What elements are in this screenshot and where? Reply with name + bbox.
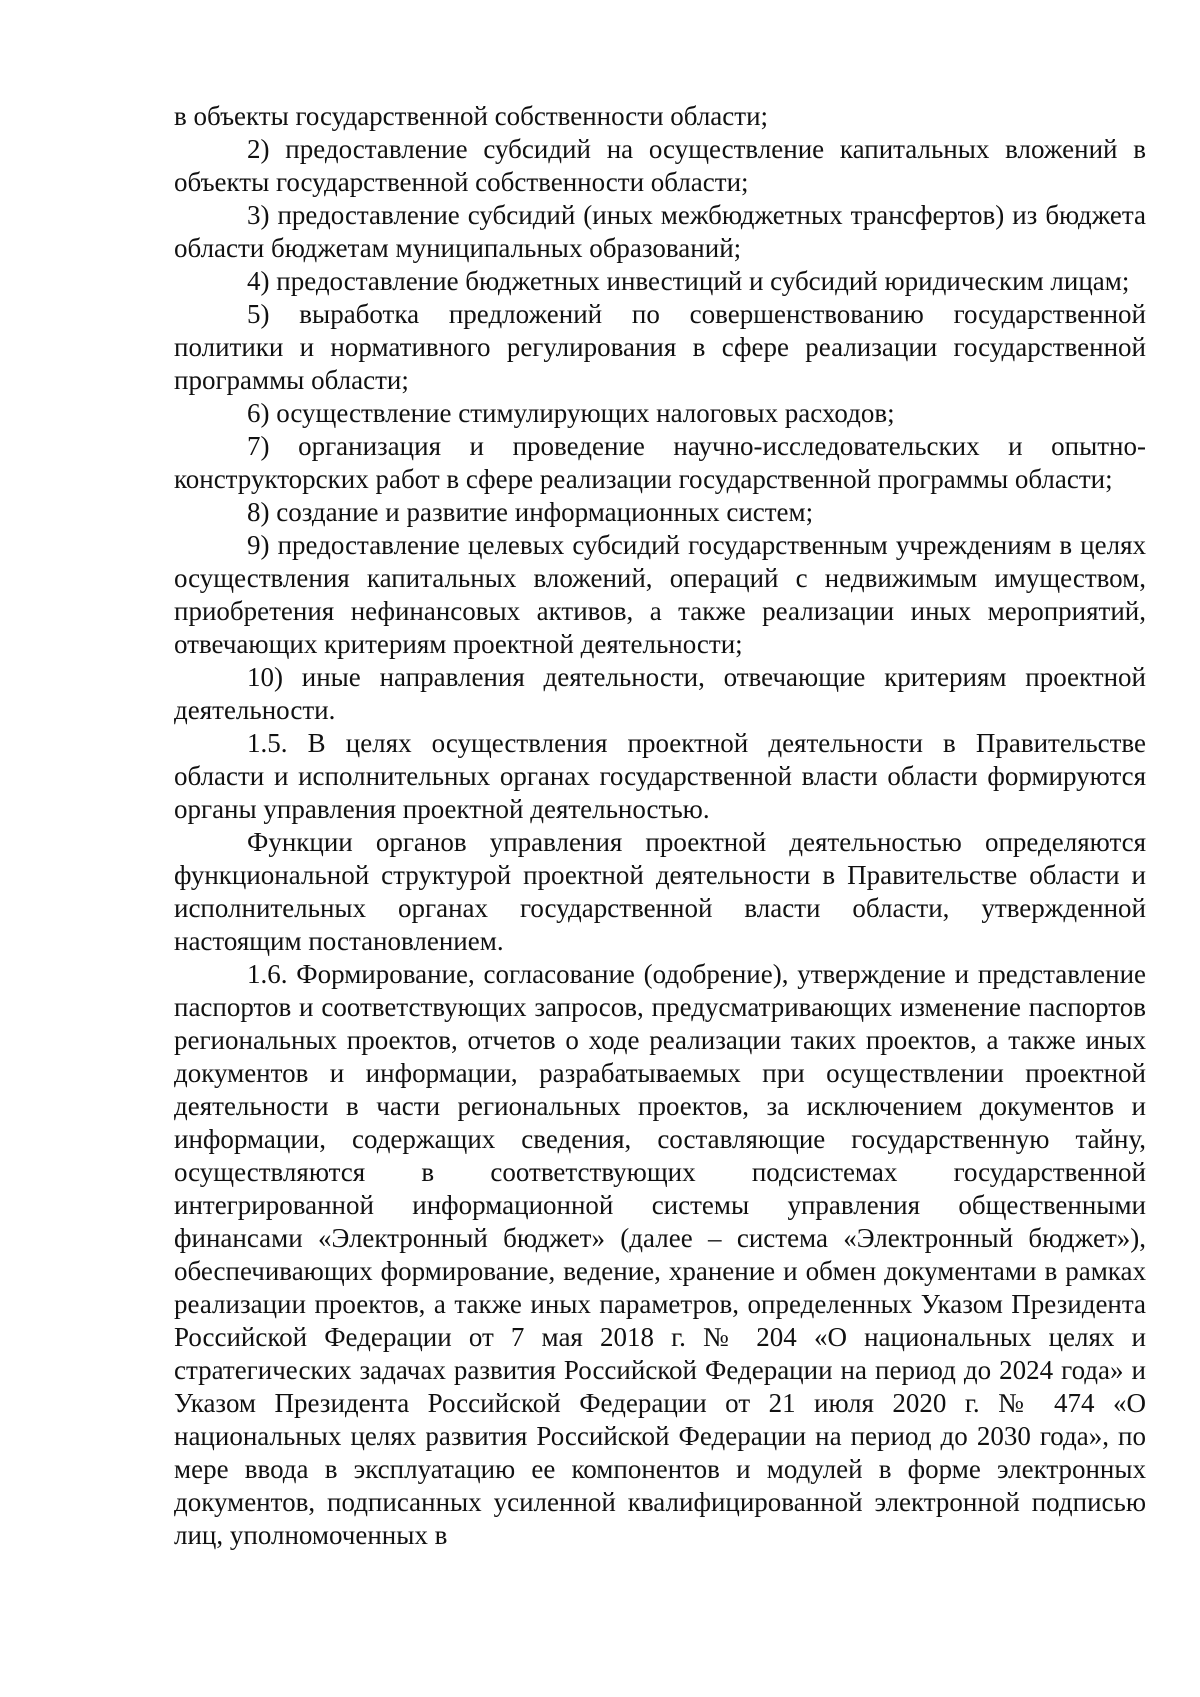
paragraph-item-5: 5) выработка предложений по совершенствованию государственной политики и нормативного регулирования в сфере реализации государственной программы области; xyxy=(174,299,1146,395)
paragraph-continuation: в объекты государственной собственности области; xyxy=(174,101,769,131)
paragraph-item-7: 7) организация и проведение научно-исследовательских и опытно-конструкторских работ в сфере реализации государственной программы области; xyxy=(174,431,1146,494)
paragraph-section-1-6: 1.6. Формирование, согласование (одобрение), утверждение и представление паспортов и соответствующих запросов, предусматривающих изменение паспортов региональных проектов, отчетов о ходе реализации таких проектов, а также иных документов и информации, разрабатываемых при осуществлении проектной деятельности в части региональных проектов, за исключением документов и информации, содержащих сведения, составляющие государственную тайну, осуществляются в соответствующих подсистемах государственной интегрированной информационной системы управления общественными финансами «Электронный бюджет» (далее – система «Электронный бюджет»), обеспечивающих формирование, ведение, хранение и обмен документами в рамках реализации проектов, а также иных параметров, определенных Указом Президента Российской Федерации от 7 мая 2018 г. № 204 «О национальных целях и стратегических задачах развития Российской Федерации на период до 2024 года» и Указом Президента Российской Федерации от 21 июля 2020 г. № 474 «О национальных целях развития Российской Федерации на период до 2030 года», по мере ввода в эксплуатацию ее компонентов и модулей в форме электронных документов, подписанных усиленной квалифицированной электронной подписью лиц, уполномоченных в xyxy=(174,959,1146,1550)
document-body xyxy=(174,100,1146,1552)
paragraph-item-4: 4) предоставление бюджетных инвестиций и субсидий юридическим лицам; xyxy=(247,266,1130,296)
paragraph-item-6: 6) осуществление стимулирующих налоговых расходов; xyxy=(247,398,895,428)
paragraph-item-9: 9) предоставление целевых субсидий государственным учреждениям в целях осуществления капитальных вложений, операций с недвижимым имуществом, приобретения нефинансовых активов, а также реализации иных мероприятий, отвечающих критериям проектной деятельности; xyxy=(174,530,1146,659)
paragraph-section-1-5: 1.5. В целях осуществления проектной деятельности в Правительстве области и исполнительных органах государственной власти области формируются органы управления проектной деятельностью. xyxy=(174,728,1146,824)
paragraph-functions: Функции органов управления проектной деятельностью определяются функциональной структурой проектной деятельности в Правительстве области и исполнительных органах государственной власти области, утвержденной настоящим постановлением. xyxy=(174,827,1146,956)
paragraph-item-2: 2) предоставление субсидий на осуществление капитальных вложений в объекты государственной собственности области; xyxy=(174,134,1146,197)
paragraph-item-8: 8) создание и развитие информационных систем; xyxy=(247,497,814,527)
paragraph-item-10: 10) иные направления деятельности, отвечающие критериям проектной деятельности. xyxy=(174,662,1146,725)
paragraph-item-3: 3) предоставление субсидий (иных межбюджетных трансфертов) из бюджета области бюджетам муниципальных образований; xyxy=(174,200,1146,263)
